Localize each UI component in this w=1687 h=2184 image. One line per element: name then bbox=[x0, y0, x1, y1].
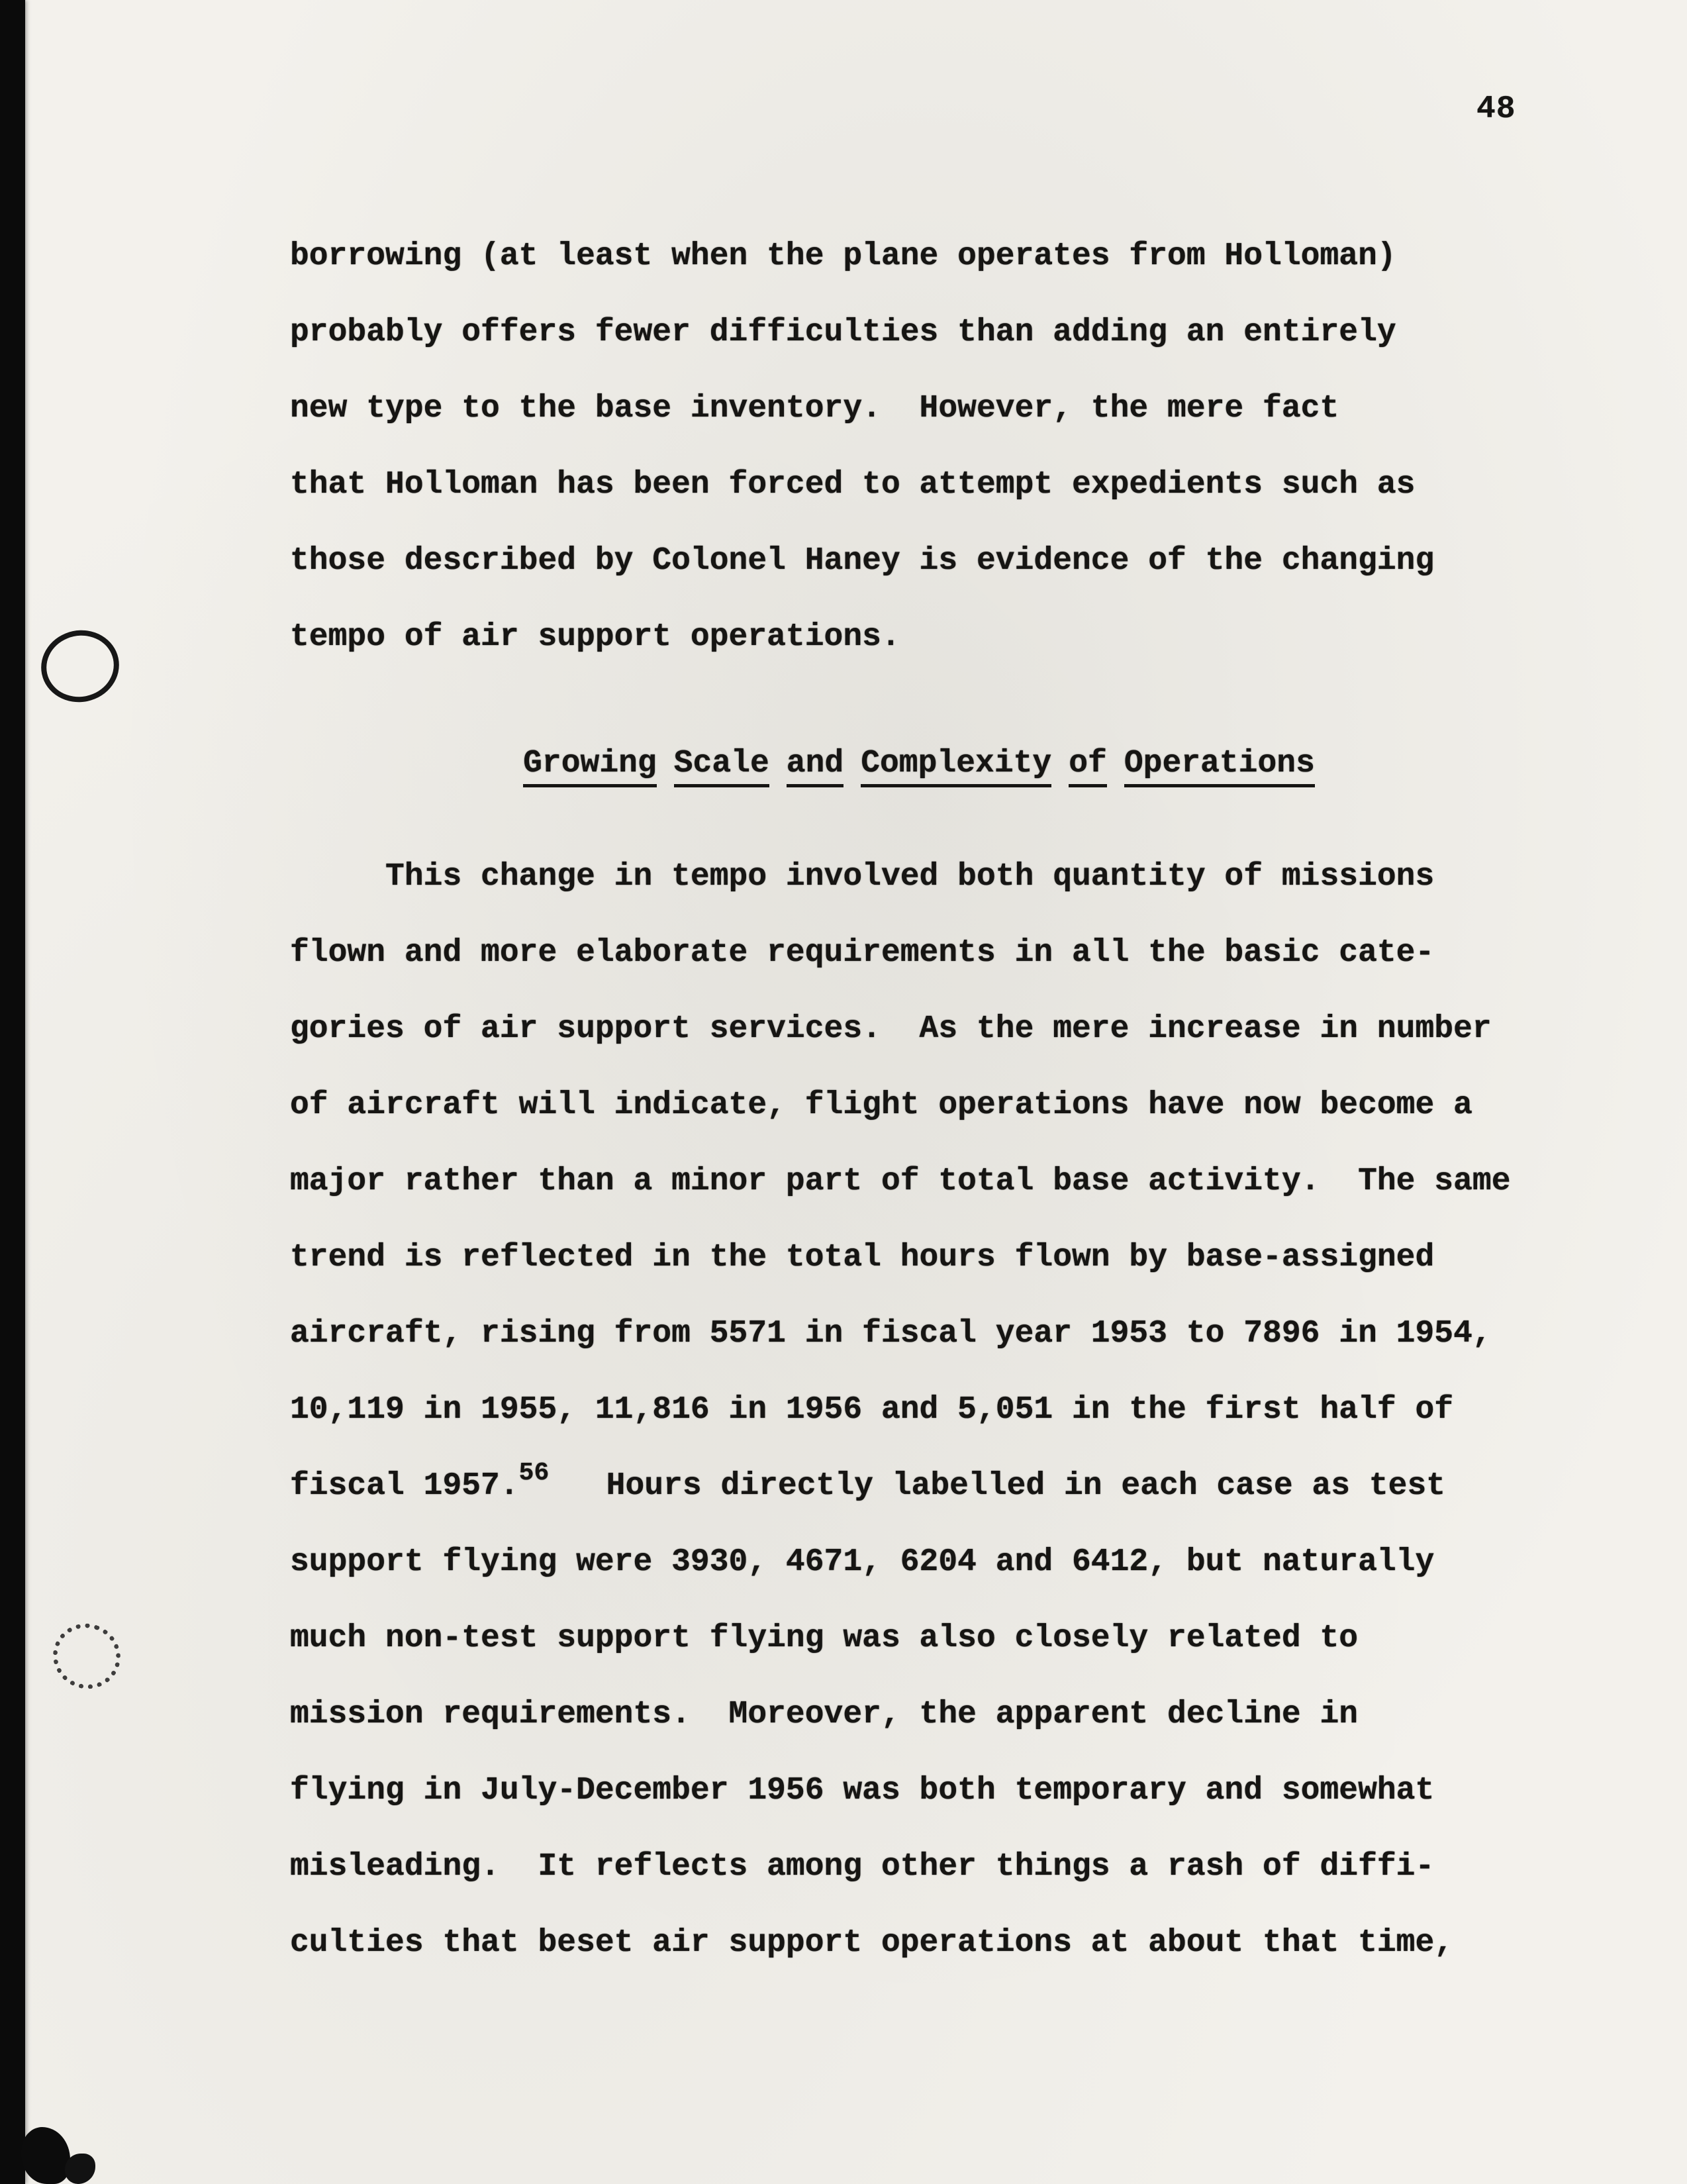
text-line: aircraft, rising from 5571 in fiscal year 1953 to 7896 in 1954, bbox=[290, 1316, 1492, 1352]
page-number: 48 bbox=[1476, 91, 1516, 127]
text-line: tempo of air support operations. bbox=[290, 619, 900, 655]
ink-smudge bbox=[65, 2154, 95, 2184]
text-line: that Holloman has been forced to attempt expedients such as bbox=[290, 467, 1416, 503]
heading-word: and bbox=[787, 746, 844, 787]
paragraph-1 bbox=[290, 219, 1548, 675]
text-line: much non-test support flying was also closely related to bbox=[290, 1620, 1359, 1656]
paragraph-2 bbox=[290, 839, 1548, 1981]
text-line: mission requirements. Moreover, the apparent decline in bbox=[290, 1697, 1359, 1732]
text-line: trend is reflected in the total hours flown by base-assigned bbox=[290, 1240, 1435, 1275]
ink-smudge bbox=[21, 2127, 70, 2184]
heading-word: Complexity bbox=[861, 746, 1051, 787]
text-line: probably offers fewer difficulties than adding an entirely bbox=[290, 315, 1396, 350]
text-line: of aircraft will indicate, flight operations have now become a bbox=[290, 1087, 1472, 1123]
text-line: misleading. It reflects among other things a rash of diffi- bbox=[290, 1849, 1435, 1885]
text-line-with-footnote bbox=[290, 1448, 1548, 1524]
text-line: support flying were 3930, 4671, 6204 and 6412, but naturally bbox=[290, 1544, 1435, 1580]
text-line: major rather than a minor part of total base activity. The same bbox=[290, 1164, 1511, 1199]
text-line: This change in tempo involved both quantity of missions bbox=[290, 859, 1435, 895]
scan-edge-bar bbox=[0, 0, 25, 2184]
text-line: 10,119 in 1955, 11,816 in 1956 and 5,051 in the first half of bbox=[290, 1392, 1454, 1428]
text-line: borrowing (at least when the plane operates from Holloman) bbox=[290, 238, 1396, 274]
text-line: new type to the base inventory. However, the mere fact bbox=[290, 391, 1339, 426]
heading-word: of bbox=[1069, 746, 1107, 787]
text-line: those described by Colonel Haney is evidence of the changing bbox=[290, 543, 1435, 579]
text-line: flying in July-December 1956 was both temporary and somewhat bbox=[290, 1773, 1435, 1809]
text-line: flown and more elaborate requirements in all the basic cate- bbox=[290, 935, 1435, 971]
text-line: culties that beset air support operations at about that time, bbox=[290, 1925, 1454, 1961]
text-segment: Hours directly labelled in each case as test bbox=[549, 1468, 1446, 1504]
text-segment: fiscal 1957. bbox=[290, 1468, 519, 1504]
text-line: gories of air support services. As the mere increase in number bbox=[290, 1011, 1492, 1047]
page-content bbox=[290, 219, 1548, 1981]
section-heading bbox=[290, 726, 1548, 802]
heading-word: Growing bbox=[523, 746, 657, 787]
heading-word: Operations bbox=[1124, 746, 1315, 787]
hole-punch-circle-bottom bbox=[44, 1614, 129, 1699]
heading-word: Scale bbox=[674, 746, 769, 787]
footnote-reference: 56 bbox=[518, 1458, 550, 1487]
hole-punch-circle-top bbox=[34, 623, 126, 709]
